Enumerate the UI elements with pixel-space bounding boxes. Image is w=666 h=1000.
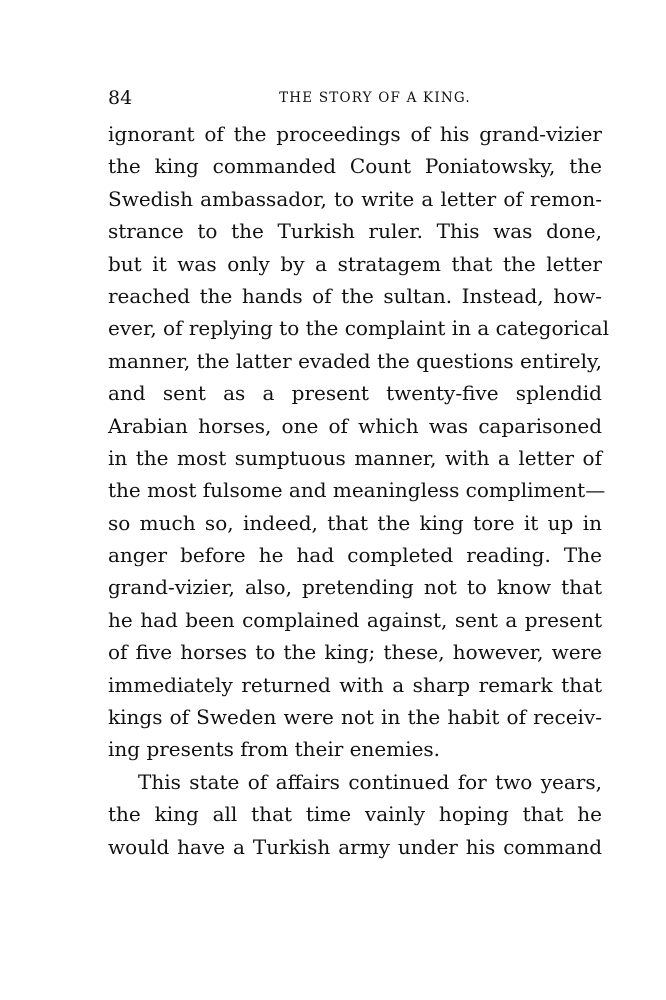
text-line: would have a Turkish army under his command bbox=[108, 834, 602, 859]
text-line: the king commanded Count Poniatowsky, the bbox=[108, 154, 602, 179]
paragraph bbox=[108, 118, 609, 766]
paragraph bbox=[108, 766, 602, 863]
text-line: he had been complained against, sent a present bbox=[108, 607, 602, 632]
text-line: ing presents from their enemies. bbox=[108, 737, 441, 762]
text-line: Arabian horses, one of which was caparisoned bbox=[108, 413, 602, 438]
running-title: THE STORY OF A KING. bbox=[279, 90, 471, 106]
text-line: immediately returned with a sharp remark that bbox=[108, 672, 602, 697]
text-line: in the most sumptuous manner, with a letter of bbox=[108, 445, 602, 470]
page-number: 84 bbox=[108, 87, 133, 109]
body-text bbox=[108, 118, 609, 863]
text-line: and sent as a present twenty-five splendid bbox=[108, 381, 602, 406]
text-line: anger before he had completed reading. The bbox=[108, 543, 602, 568]
text-line: the king all that time vainly hoping that he bbox=[108, 802, 602, 827]
page-header bbox=[108, 86, 602, 110]
text-line: of five horses to the king; these, however, were bbox=[108, 640, 602, 665]
text-line: manner, the latter evaded the questions entirely, bbox=[108, 348, 602, 373]
text-line: grand-vizier, also, pretending not to know that bbox=[108, 575, 602, 600]
text-line: Swedish ambassador, to write a letter of remon- bbox=[108, 186, 602, 211]
text-line: so much so, indeed, that the king tore it up in bbox=[108, 510, 602, 535]
text-line: This state of affairs continued for two years, bbox=[138, 769, 602, 794]
text-line: ever, of replying to the complaint in a categorical bbox=[108, 316, 609, 341]
text-line: kings of Sweden were not in the habit of receiv- bbox=[108, 705, 602, 730]
text-line: but it was only by a stratagem that the letter bbox=[108, 251, 602, 276]
text-line: the most fulsome and meaningless compliment— bbox=[108, 478, 606, 503]
text-line: strance to the Turkish ruler. This was done, bbox=[108, 219, 602, 244]
text-line: ignorant of the proceedings of his grand-vizier bbox=[108, 122, 602, 146]
text-line: reached the hands of the sultan. Instead, how- bbox=[108, 283, 602, 308]
